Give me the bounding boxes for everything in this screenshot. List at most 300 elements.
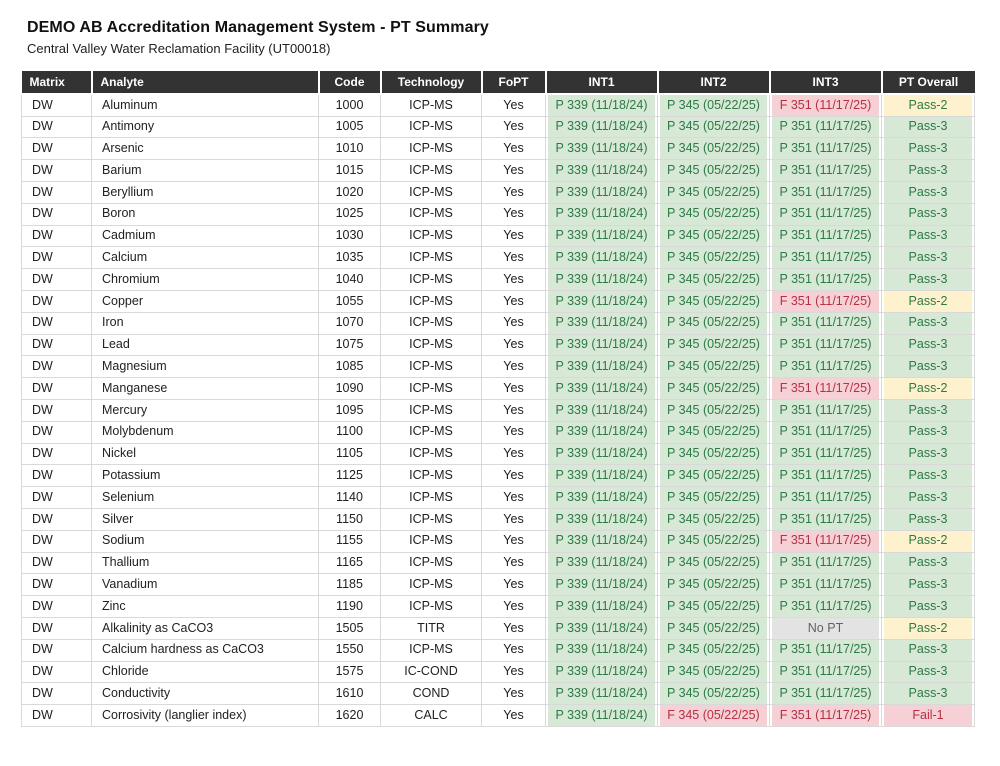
- cell-matrix: DW: [22, 683, 92, 705]
- cell-fopt: Yes: [482, 443, 546, 465]
- cell-technology: ICP-MS: [381, 378, 482, 400]
- cell-int3: P 351 (11/17/25): [770, 356, 882, 378]
- cell-int2: P 345 (05/22/25): [658, 269, 770, 291]
- cell-code: 1090: [319, 378, 381, 400]
- cell-analyte: Manganese: [92, 378, 319, 400]
- cell-fopt: Yes: [482, 116, 546, 138]
- cell-fopt: Yes: [482, 378, 546, 400]
- cell-int3: P 351 (11/17/25): [770, 116, 882, 138]
- cell-int2: F 345 (05/22/25): [658, 705, 770, 727]
- cell-pt-overall: Pass-3: [882, 509, 975, 531]
- cell-int3: P 351 (11/17/25): [770, 596, 882, 618]
- cell-int2: P 345 (05/22/25): [658, 465, 770, 487]
- cell-pt-overall: Pass-2: [882, 378, 975, 400]
- cell-technology: ICP-MS: [381, 509, 482, 531]
- cell-int2: P 345 (05/22/25): [658, 291, 770, 313]
- cell-pt-overall: Pass-3: [882, 334, 975, 356]
- cell-int3: P 351 (11/17/25): [770, 160, 882, 182]
- table-row: [22, 705, 975, 727]
- cell-technology: ICP-MS: [381, 94, 482, 116]
- cell-int3: P 351 (11/17/25): [770, 465, 882, 487]
- cell-analyte: Sodium: [92, 530, 319, 552]
- cell-matrix: DW: [22, 247, 92, 269]
- cell-fopt: Yes: [482, 356, 546, 378]
- cell-code: 1075: [319, 334, 381, 356]
- cell-analyte: Chromium: [92, 269, 319, 291]
- cell-code: 1610: [319, 683, 381, 705]
- cell-technology: ICP-MS: [381, 552, 482, 574]
- table-row: [22, 596, 975, 618]
- cell-int3: P 351 (11/17/25): [770, 574, 882, 596]
- cell-technology: ICP-MS: [381, 334, 482, 356]
- cell-analyte: Vanadium: [92, 574, 319, 596]
- cell-pt-overall: Pass-3: [882, 487, 975, 509]
- cell-analyte: Potassium: [92, 465, 319, 487]
- cell-pt-overall: Pass-3: [882, 661, 975, 683]
- cell-int1: P 339 (11/18/24): [546, 465, 658, 487]
- cell-fopt: Yes: [482, 269, 546, 291]
- cell-matrix: DW: [22, 421, 92, 443]
- cell-int1: P 339 (11/18/24): [546, 618, 658, 640]
- cell-code: 1105: [319, 443, 381, 465]
- cell-code: 1000: [319, 94, 381, 116]
- cell-fopt: Yes: [482, 203, 546, 225]
- cell-analyte: Corrosivity (langlier index): [92, 705, 319, 727]
- cell-matrix: DW: [22, 661, 92, 683]
- cell-code: 1055: [319, 291, 381, 313]
- cell-pt-overall: Pass-3: [882, 639, 975, 661]
- table-row: [22, 269, 975, 291]
- table-row: [22, 421, 975, 443]
- cell-int2: P 345 (05/22/25): [658, 487, 770, 509]
- cell-fopt: Yes: [482, 552, 546, 574]
- cell-fopt: Yes: [482, 487, 546, 509]
- cell-pt-overall: Pass-2: [882, 530, 975, 552]
- cell-technology: ICP-MS: [381, 203, 482, 225]
- cell-int1: P 339 (11/18/24): [546, 269, 658, 291]
- cell-int3: F 351 (11/17/25): [770, 291, 882, 313]
- cell-int1: P 339 (11/18/24): [546, 400, 658, 422]
- cell-int1: P 339 (11/18/24): [546, 705, 658, 727]
- table-row: [22, 356, 975, 378]
- cell-int3: P 351 (11/17/25): [770, 683, 882, 705]
- cell-code: 1125: [319, 465, 381, 487]
- column-header-matrix: Matrix: [22, 71, 92, 94]
- cell-fopt: Yes: [482, 421, 546, 443]
- cell-pt-overall: Pass-2: [882, 94, 975, 116]
- cell-pt-overall: Pass-3: [882, 225, 975, 247]
- cell-technology: ICP-MS: [381, 225, 482, 247]
- cell-pt-overall: Pass-3: [882, 443, 975, 465]
- cell-fopt: Yes: [482, 312, 546, 334]
- table-row: [22, 683, 975, 705]
- cell-int2: P 345 (05/22/25): [658, 574, 770, 596]
- cell-technology: ICP-MS: [381, 356, 482, 378]
- cell-pt-overall: Pass-2: [882, 291, 975, 313]
- cell-matrix: DW: [22, 312, 92, 334]
- table-row: [22, 116, 975, 138]
- cell-int3: P 351 (11/17/25): [770, 421, 882, 443]
- cell-analyte: Barium: [92, 160, 319, 182]
- cell-int2: P 345 (05/22/25): [658, 509, 770, 531]
- cell-code: 1575: [319, 661, 381, 683]
- cell-int1: P 339 (11/18/24): [546, 683, 658, 705]
- cell-technology: ICP-MS: [381, 138, 482, 160]
- cell-int2: P 345 (05/22/25): [658, 116, 770, 138]
- cell-matrix: DW: [22, 443, 92, 465]
- cell-int3: P 351 (11/17/25): [770, 247, 882, 269]
- cell-analyte: Copper: [92, 291, 319, 313]
- cell-int2: P 345 (05/22/25): [658, 160, 770, 182]
- cell-code: 1505: [319, 618, 381, 640]
- cell-analyte: Arsenic: [92, 138, 319, 160]
- cell-matrix: DW: [22, 160, 92, 182]
- cell-technology: COND: [381, 683, 482, 705]
- cell-pt-overall: Pass-3: [882, 683, 975, 705]
- cell-analyte: Antimony: [92, 116, 319, 138]
- cell-technology: ICP-MS: [381, 116, 482, 138]
- table-row: [22, 291, 975, 313]
- cell-analyte: Boron: [92, 203, 319, 225]
- cell-pt-overall: Pass-3: [882, 574, 975, 596]
- cell-int1: P 339 (11/18/24): [546, 356, 658, 378]
- cell-code: 1035: [319, 247, 381, 269]
- cell-fopt: Yes: [482, 465, 546, 487]
- cell-int1: P 339 (11/18/24): [546, 639, 658, 661]
- cell-matrix: DW: [22, 705, 92, 727]
- cell-fopt: Yes: [482, 661, 546, 683]
- cell-matrix: DW: [22, 618, 92, 640]
- cell-technology: TITR: [381, 618, 482, 640]
- column-header-analyte: Analyte: [92, 71, 319, 94]
- cell-int3: F 351 (11/17/25): [770, 94, 882, 116]
- cell-int2: P 345 (05/22/25): [658, 312, 770, 334]
- cell-pt-overall: Pass-3: [882, 312, 975, 334]
- cell-int2: P 345 (05/22/25): [658, 334, 770, 356]
- cell-pt-overall: Pass-3: [882, 465, 975, 487]
- cell-int1: P 339 (11/18/24): [546, 552, 658, 574]
- table-row: [22, 334, 975, 356]
- cell-int2: P 345 (05/22/25): [658, 552, 770, 574]
- cell-fopt: Yes: [482, 509, 546, 531]
- cell-int1: P 339 (11/18/24): [546, 203, 658, 225]
- cell-int1: P 339 (11/18/24): [546, 94, 658, 116]
- cell-fopt: Yes: [482, 639, 546, 661]
- cell-code: 1095: [319, 400, 381, 422]
- cell-matrix: DW: [22, 487, 92, 509]
- cell-pt-overall: Pass-3: [882, 421, 975, 443]
- cell-fopt: Yes: [482, 291, 546, 313]
- cell-int3: P 351 (11/17/25): [770, 269, 882, 291]
- cell-fopt: Yes: [482, 225, 546, 247]
- cell-technology: ICP-MS: [381, 443, 482, 465]
- column-header-int3: INT3: [770, 71, 882, 94]
- cell-technology: ICP-MS: [381, 291, 482, 313]
- cell-int3: P 351 (11/17/25): [770, 509, 882, 531]
- column-header-technology: Technology: [381, 71, 482, 94]
- facility-subtitle: Central Valley Water Reclamation Facility (UT00018): [27, 41, 331, 56]
- cell-int1: P 339 (11/18/24): [546, 487, 658, 509]
- cell-analyte: Mercury: [92, 400, 319, 422]
- cell-matrix: DW: [22, 596, 92, 618]
- table-row: [22, 400, 975, 422]
- cell-code: 1005: [319, 116, 381, 138]
- cell-technology: ICP-MS: [381, 182, 482, 204]
- cell-pt-overall: Fail-1: [882, 705, 975, 727]
- cell-int2: P 345 (05/22/25): [658, 138, 770, 160]
- cell-int3: P 351 (11/17/25): [770, 661, 882, 683]
- cell-int2: P 345 (05/22/25): [658, 182, 770, 204]
- cell-analyte: Cadmium: [92, 225, 319, 247]
- cell-matrix: DW: [22, 116, 92, 138]
- cell-pt-overall: Pass-3: [882, 400, 975, 422]
- cell-technology: CALC: [381, 705, 482, 727]
- cell-int1: P 339 (11/18/24): [546, 247, 658, 269]
- cell-pt-overall: Pass-3: [882, 160, 975, 182]
- cell-code: 1190: [319, 596, 381, 618]
- cell-int3: P 351 (11/17/25): [770, 487, 882, 509]
- column-header-int1: INT1: [546, 71, 658, 94]
- table-row: [22, 465, 975, 487]
- column-header-fopt: FoPT: [482, 71, 546, 94]
- cell-int3: P 351 (11/17/25): [770, 312, 882, 334]
- cell-int2: P 345 (05/22/25): [658, 421, 770, 443]
- cell-int2: P 345 (05/22/25): [658, 356, 770, 378]
- cell-int2: P 345 (05/22/25): [658, 225, 770, 247]
- cell-code: 1165: [319, 552, 381, 574]
- cell-matrix: DW: [22, 574, 92, 596]
- table-row: [22, 94, 975, 116]
- cell-int2: P 345 (05/22/25): [658, 400, 770, 422]
- cell-code: 1085: [319, 356, 381, 378]
- cell-code: 1100: [319, 421, 381, 443]
- cell-code: 1020: [319, 182, 381, 204]
- cell-pt-overall: Pass-2: [882, 618, 975, 640]
- cell-int2: P 345 (05/22/25): [658, 378, 770, 400]
- cell-int1: P 339 (11/18/24): [546, 116, 658, 138]
- cell-code: 1155: [319, 530, 381, 552]
- cell-analyte: Calcium hardness as CaCO3: [92, 639, 319, 661]
- cell-code: 1550: [319, 639, 381, 661]
- cell-int2: P 345 (05/22/25): [658, 443, 770, 465]
- cell-int3: P 351 (11/17/25): [770, 182, 882, 204]
- cell-analyte: Alkalinity as CaCO3: [92, 618, 319, 640]
- cell-technology: ICP-MS: [381, 639, 482, 661]
- cell-int1: P 339 (11/18/24): [546, 378, 658, 400]
- cell-int1: P 339 (11/18/24): [546, 530, 658, 552]
- pt-summary-table: [21, 71, 975, 727]
- cell-analyte: Thallium: [92, 552, 319, 574]
- cell-technology: ICP-MS: [381, 247, 482, 269]
- cell-analyte: Silver: [92, 509, 319, 531]
- cell-analyte: Lead: [92, 334, 319, 356]
- cell-pt-overall: Pass-3: [882, 182, 975, 204]
- cell-int3: F 351 (11/17/25): [770, 378, 882, 400]
- cell-code: 1015: [319, 160, 381, 182]
- cell-matrix: DW: [22, 225, 92, 247]
- cell-matrix: DW: [22, 203, 92, 225]
- cell-fopt: Yes: [482, 705, 546, 727]
- cell-int1: P 339 (11/18/24): [546, 596, 658, 618]
- cell-fopt: Yes: [482, 683, 546, 705]
- cell-analyte: Nickel: [92, 443, 319, 465]
- table-row: [22, 530, 975, 552]
- cell-technology: ICP-MS: [381, 574, 482, 596]
- cell-pt-overall: Pass-3: [882, 138, 975, 160]
- cell-matrix: DW: [22, 269, 92, 291]
- cell-int1: P 339 (11/18/24): [546, 312, 658, 334]
- cell-int2: P 345 (05/22/25): [658, 94, 770, 116]
- cell-analyte: Magnesium: [92, 356, 319, 378]
- cell-fopt: Yes: [482, 138, 546, 160]
- cell-int1: P 339 (11/18/24): [546, 160, 658, 182]
- cell-matrix: DW: [22, 138, 92, 160]
- cell-int3: P 351 (11/17/25): [770, 639, 882, 661]
- cell-matrix: DW: [22, 509, 92, 531]
- cell-fopt: Yes: [482, 94, 546, 116]
- cell-int2: P 345 (05/22/25): [658, 683, 770, 705]
- cell-code: 1030: [319, 225, 381, 247]
- cell-technology: ICP-MS: [381, 530, 482, 552]
- cell-int1: P 339 (11/18/24): [546, 182, 658, 204]
- cell-matrix: DW: [22, 94, 92, 116]
- cell-code: 1010: [319, 138, 381, 160]
- cell-int1: P 339 (11/18/24): [546, 138, 658, 160]
- cell-code: 1620: [319, 705, 381, 727]
- cell-int3: P 351 (11/17/25): [770, 334, 882, 356]
- cell-analyte: Calcium: [92, 247, 319, 269]
- table-row: [22, 639, 975, 661]
- cell-int3: P 351 (11/17/25): [770, 203, 882, 225]
- cell-fopt: Yes: [482, 574, 546, 596]
- cell-int2: P 345 (05/22/25): [658, 639, 770, 661]
- table-body: [22, 94, 975, 726]
- cell-code: 1025: [319, 203, 381, 225]
- cell-int3: F 351 (11/17/25): [770, 705, 882, 727]
- cell-code: 1070: [319, 312, 381, 334]
- table-row: [22, 182, 975, 204]
- cell-int2: P 345 (05/22/25): [658, 618, 770, 640]
- cell-int2: P 345 (05/22/25): [658, 661, 770, 683]
- cell-pt-overall: Pass-3: [882, 269, 975, 291]
- table-row: [22, 203, 975, 225]
- cell-int3: F 351 (11/17/25): [770, 530, 882, 552]
- cell-fopt: Yes: [482, 596, 546, 618]
- table-row: [22, 661, 975, 683]
- cell-int1: P 339 (11/18/24): [546, 225, 658, 247]
- cell-matrix: DW: [22, 356, 92, 378]
- table-row: [22, 618, 975, 640]
- cell-int3: P 351 (11/17/25): [770, 138, 882, 160]
- table-row: [22, 247, 975, 269]
- cell-int3: P 351 (11/17/25): [770, 443, 882, 465]
- cell-pt-overall: Pass-3: [882, 203, 975, 225]
- cell-code: 1140: [319, 487, 381, 509]
- cell-int2: P 345 (05/22/25): [658, 247, 770, 269]
- cell-analyte: Beryllium: [92, 182, 319, 204]
- cell-pt-overall: Pass-3: [882, 596, 975, 618]
- cell-technology: ICP-MS: [381, 487, 482, 509]
- cell-matrix: DW: [22, 530, 92, 552]
- cell-int1: P 339 (11/18/24): [546, 421, 658, 443]
- cell-fopt: Yes: [482, 334, 546, 356]
- cell-int3: P 351 (11/17/25): [770, 400, 882, 422]
- table-row: [22, 138, 975, 160]
- cell-analyte: Zinc: [92, 596, 319, 618]
- cell-matrix: DW: [22, 639, 92, 661]
- cell-int2: P 345 (05/22/25): [658, 596, 770, 618]
- cell-fopt: Yes: [482, 400, 546, 422]
- table-row: [22, 443, 975, 465]
- cell-int1: P 339 (11/18/24): [546, 574, 658, 596]
- table-row: [22, 160, 975, 182]
- cell-fopt: Yes: [482, 160, 546, 182]
- table-row: [22, 509, 975, 531]
- cell-technology: ICP-MS: [381, 312, 482, 334]
- cell-matrix: DW: [22, 400, 92, 422]
- cell-pt-overall: Pass-3: [882, 552, 975, 574]
- column-header-int2: INT2: [658, 71, 770, 94]
- cell-matrix: DW: [22, 291, 92, 313]
- cell-code: 1040: [319, 269, 381, 291]
- cell-int3: P 351 (11/17/25): [770, 225, 882, 247]
- table-row: [22, 312, 975, 334]
- cell-pt-overall: Pass-3: [882, 356, 975, 378]
- cell-fopt: Yes: [482, 247, 546, 269]
- cell-fopt: Yes: [482, 618, 546, 640]
- cell-code: 1185: [319, 574, 381, 596]
- table-row: [22, 378, 975, 400]
- cell-technology: ICP-MS: [381, 421, 482, 443]
- cell-matrix: DW: [22, 182, 92, 204]
- table-row: [22, 225, 975, 247]
- cell-pt-overall: Pass-3: [882, 247, 975, 269]
- cell-int3: No PT: [770, 618, 882, 640]
- page-title: DEMO AB Accreditation Management System - PT Summary: [27, 19, 489, 36]
- cell-analyte: Chloride: [92, 661, 319, 683]
- cell-analyte: Molybdenum: [92, 421, 319, 443]
- cell-code: 1150: [319, 509, 381, 531]
- table-row: [22, 574, 975, 596]
- cell-matrix: DW: [22, 334, 92, 356]
- cell-pt-overall: Pass-3: [882, 116, 975, 138]
- cell-analyte: Aluminum: [92, 94, 319, 116]
- cell-int1: P 339 (11/18/24): [546, 509, 658, 531]
- cell-analyte: Selenium: [92, 487, 319, 509]
- cell-fopt: Yes: [482, 182, 546, 204]
- cell-technology: ICP-MS: [381, 596, 482, 618]
- table-header-row: [22, 71, 975, 94]
- cell-technology: ICP-MS: [381, 400, 482, 422]
- cell-matrix: DW: [22, 378, 92, 400]
- cell-technology: ICP-MS: [381, 269, 482, 291]
- cell-technology: ICP-MS: [381, 465, 482, 487]
- cell-fopt: Yes: [482, 530, 546, 552]
- cell-analyte: Iron: [92, 312, 319, 334]
- cell-int2: P 345 (05/22/25): [658, 530, 770, 552]
- cell-int1: P 339 (11/18/24): [546, 334, 658, 356]
- column-header-code: Code: [319, 71, 381, 94]
- column-header-pt-overall: PT Overall: [882, 71, 975, 94]
- cell-technology: IC-COND: [381, 661, 482, 683]
- table-row: [22, 552, 975, 574]
- cell-int1: P 339 (11/18/24): [546, 661, 658, 683]
- cell-int2: P 345 (05/22/25): [658, 203, 770, 225]
- cell-int3: P 351 (11/17/25): [770, 552, 882, 574]
- table-row: [22, 487, 975, 509]
- cell-matrix: DW: [22, 465, 92, 487]
- cell-int1: P 339 (11/18/24): [546, 443, 658, 465]
